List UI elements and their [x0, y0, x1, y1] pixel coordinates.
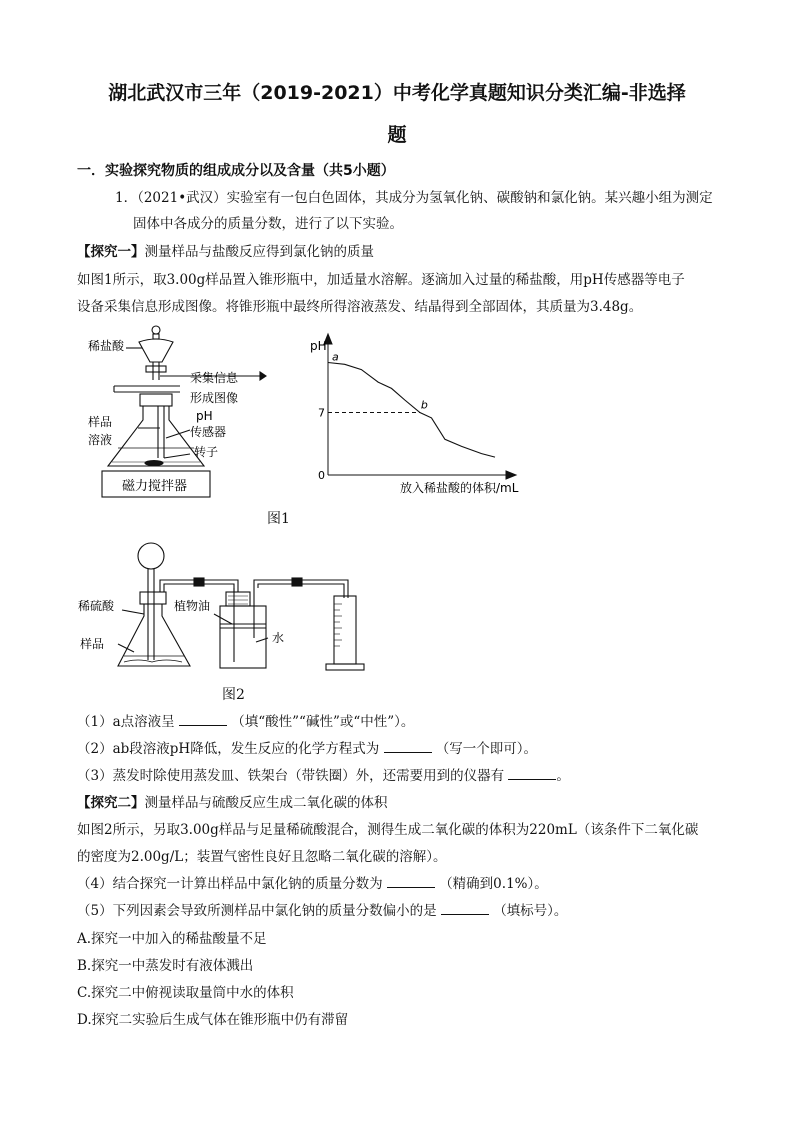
- ph-chart: [300, 330, 540, 500]
- answer-blank-5[interactable]: [441, 902, 489, 915]
- answer-blank-2[interactable]: [384, 740, 432, 753]
- label-magnetic-stirrer: 磁力搅拌器: [122, 479, 188, 494]
- label-sample: 样品: [88, 415, 113, 429]
- question-3-end: 。: [556, 768, 570, 784]
- question-intro: 1．（2021•武汉）实验室有一包白色固体，其成分为氢氧化钠、碳酸钠和氯化钠。某兴趣小组为测定: [115, 190, 713, 206]
- answer-blank-3[interactable]: [508, 767, 556, 780]
- explore1-heading: [77, 240, 374, 260]
- option-d: D.探究二实验后生成气体在锥形瓶中仍有滞留: [77, 1012, 349, 1028]
- question-2: [77, 737, 537, 757]
- page-title-continued: 题: [387, 124, 407, 146]
- label-sample: 样品: [80, 637, 105, 651]
- point-b-label: b: [420, 398, 428, 412]
- label-solution: 溶液: [88, 433, 113, 447]
- figure2-caption: 图2: [222, 687, 245, 703]
- section-heading: 一．实验探究物质的组成成分以及含量（共5小题）: [77, 163, 395, 179]
- point-a-label: a: [332, 350, 339, 364]
- y-tick-7: 7: [318, 406, 325, 420]
- question-2-text: （2）ab段溶液pH降低，发生反应的化学方程式为: [77, 741, 380, 757]
- question-5: [77, 899, 567, 919]
- label-form-image: 形成图像: [190, 391, 239, 405]
- x-axis-label: 放入稀盐酸的体积/mL: [400, 481, 519, 495]
- label-rotor: 转子: [194, 445, 219, 459]
- explore2-tag: 【探究二】: [77, 795, 145, 811]
- question-intro-cont: 固体中各成分的质量分数，进行了以下实验。: [133, 216, 403, 232]
- question-5-hint: （填标号）。: [493, 903, 568, 919]
- label-water: 水: [272, 631, 285, 645]
- explore1-title: 测量样品与盐酸反应得到氯化钠的质量: [144, 244, 374, 260]
- option-a: A.探究一中加入的稀盐酸量不足: [77, 931, 267, 947]
- question-1-text: （1）a点溶液呈: [77, 714, 175, 730]
- answer-blank-1[interactable]: [179, 713, 227, 726]
- explore1-paragraph-cont: 设备采集信息形成图像。将锥形瓶中最终所得溶液蒸发、结晶得到全部固体，其质量为3.48g。: [77, 299, 643, 315]
- label-sensor: 传感器: [190, 425, 227, 439]
- question-1: [77, 710, 414, 730]
- label-collect-info: 采集信息: [190, 371, 239, 385]
- figure2-apparatus: [78, 538, 378, 678]
- ph-curve: [328, 363, 495, 458]
- question-4: [77, 872, 548, 892]
- explore1-paragraph: 如图1所示，取3.00g样品置入锥形瓶中，加适量水溶解。逐滴加入过量的稀盐酸，用pH传感器等电子: [77, 272, 685, 288]
- question-3: [77, 764, 570, 784]
- label-hydrochloric-acid: 稀盐酸: [88, 339, 125, 353]
- explore2-heading: [77, 791, 388, 811]
- question-4-text: （4）结合探究一计算出样品中氯化钠的质量分数为: [77, 876, 383, 892]
- question-5-text: （5）下列因素会导致所测样品中氯化钠的质量分数偏小的是: [77, 903, 437, 919]
- option-c: C.探究二中俯视读取量筒中水的体积: [77, 985, 294, 1001]
- answer-blank-4[interactable]: [387, 875, 435, 888]
- figure1-caption: 图1: [267, 511, 290, 527]
- label-ph: pH: [196, 409, 213, 423]
- explore2-paragraph-cont: 的密度为2.00g/L；装置气密性良好且忽略二氧化碳的溶解）。: [77, 849, 447, 865]
- y-tick-0: 0: [318, 469, 325, 482]
- figure1-apparatus: [80, 320, 300, 520]
- explore1-tag: 【探究一】: [77, 244, 145, 260]
- page-title: 湖北武汉市三年（2019-2021）中考化学真题知识分类汇编-非选择: [108, 82, 686, 104]
- question-1-hint: （填“酸性”“碱性”或“中性”）。: [231, 714, 415, 730]
- explore2-title: 测量样品与硫酸反应生成二氧化碳的体积: [144, 795, 388, 811]
- option-b: B.探究一中蒸发时有液体溅出: [77, 958, 254, 974]
- y-axis-label: pH: [310, 339, 327, 353]
- question-4-hint: （精确到0.1%）。: [439, 876, 548, 892]
- explore2-paragraph: 如图2所示，另取3.00g样品与足量稀硫酸混合，测得生成二氧化碳的体积为220mL（该条件下二氧化碳: [77, 822, 699, 838]
- label-dilute-sulfuric-acid: 稀硫酸: [78, 599, 115, 613]
- question-2-hint: （写一个即可）。: [435, 741, 538, 757]
- question-3-text: （3）蒸发时除使用蒸发皿、铁架台（带铁圈）外，还需要用到的仪器有: [77, 768, 505, 784]
- label-vegetable-oil: 植物油: [174, 599, 211, 613]
